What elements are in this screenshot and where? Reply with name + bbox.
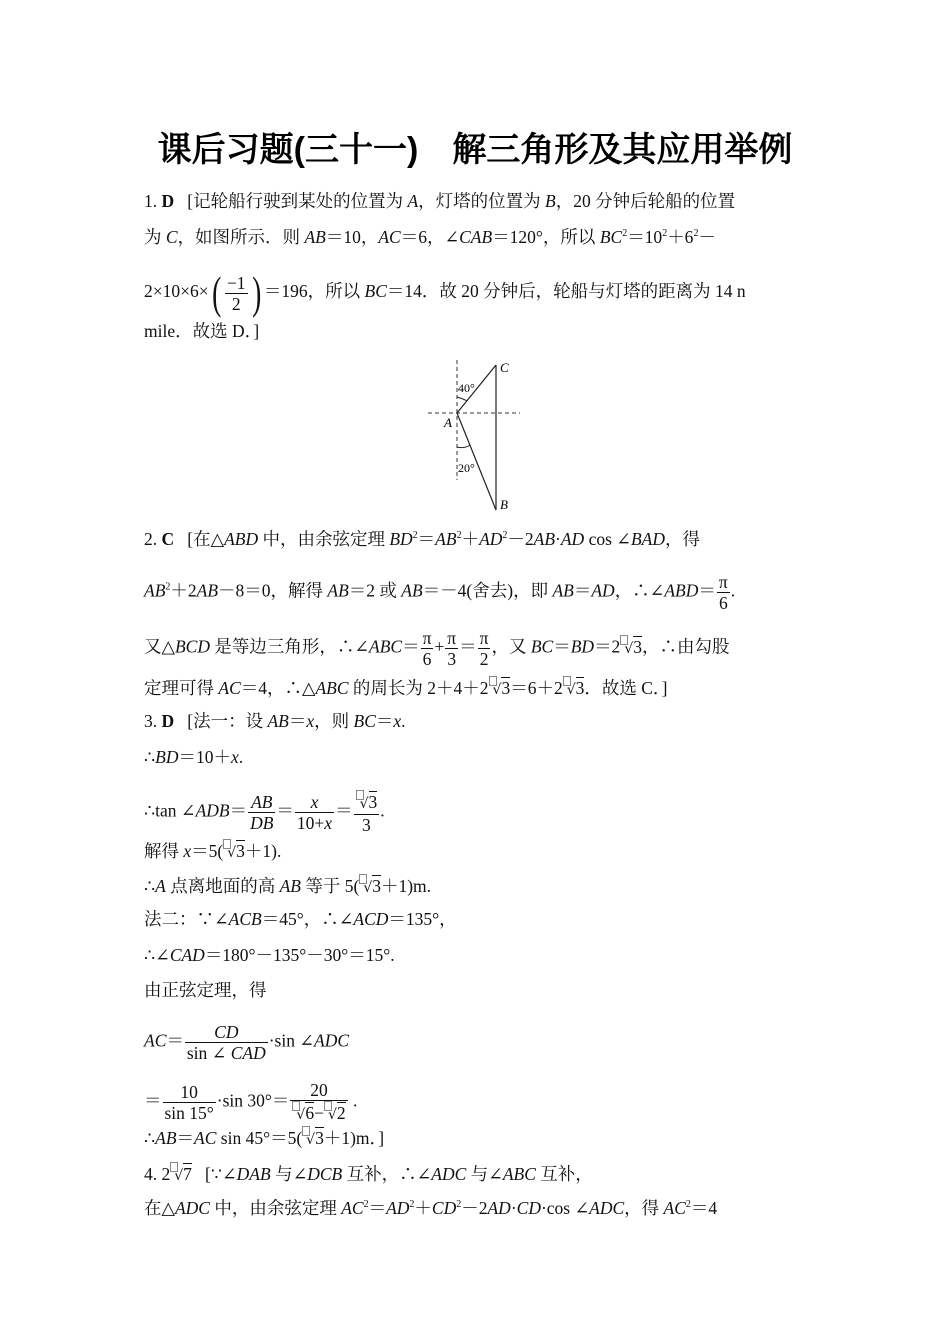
problem-1-line-2: 为 C，如图所示．则 AB＝10，AC＝6，∠CAB＝120°，所以 $BC^2=10^2+6^2-$ — [144, 227, 716, 247]
problem-3-line-10: ＝ $\frac{10}{\sin 15^\circ}$ ·sin 30°＝ $\frac{20}{√6- √2}$ . — [144, 1080, 358, 1123]
problem-3-line-11: ∴AB＝AC sin 45°＝5( √3＋1)m．] — [144, 1128, 385, 1148]
problem-number: 2. — [144, 529, 158, 549]
problem-4-line-1: 4. 2 √7 [∵∠DAB 与∠DCB 互补，∴∠ADC 与∠ABC 互补， — [144, 1164, 593, 1184]
answer-label: C — [161, 529, 175, 549]
problem-number: 3. — [144, 711, 158, 731]
problem-3-line-6: 法二：∵∠ACB＝45°，∴∠ACD＝135°， — [144, 909, 457, 929]
problem-1-line-1: 1. D [记轮船行驶到某处的位置为 A，灯塔的位置为 B，20 分钟后轮船的位置 — [144, 191, 736, 211]
problem-3-line-9: AC＝ $\frac{CD}{\text{sin ∠ CAD}}$ ·sin ∠ADC — [144, 1022, 350, 1063]
problem-2-line-1: 2. C [在△ABD 中，由余弦定理 $BD^2=AB^2+AD^2-2AB\cdot AD$ cos ∠BAD，得 — [144, 529, 700, 549]
angle-40-label: 40° — [458, 381, 475, 395]
problem-1-line-3: 2×10×6×( $\frac{-1}{2}$ ) ＝196，所以 BC＝14．故 20 分钟后，轮船与灯塔的距离为 14 n — [144, 267, 746, 318]
point-a-label: A — [444, 415, 452, 430]
page-title: 课后习题(三十一) 解三角形及其应用举例 — [157, 131, 793, 169]
answer-label: D — [161, 711, 175, 731]
point-c-label: C — [500, 360, 509, 375]
problem-1-line-4: mile．故选 D．] — [144, 321, 260, 341]
problem-number: 4. — [144, 1164, 158, 1184]
answer-label: D — [161, 191, 175, 211]
point-b-label: B — [500, 497, 508, 512]
problem-3-line-8: 由正弦定理，得 — [144, 980, 267, 1000]
problem-2-line-2: $AB^2+2AB-8=0$，解得 AB＝2 或 AB＝－4(舍去)，即 AB＝AD，∴∠ABD＝ $\frac{\pi}{6}$ . — [144, 572, 736, 613]
angle-20-label: 20° — [458, 461, 475, 475]
triangle-diagram — [420, 355, 530, 515]
problem-2-line-3: 又△BCD 是等边三角形，∴∠ABC＝ $\frac{\pi}{6}$ + $\frac{\pi}{3}$ ＝ $\frac{\pi}{2}$ ，又 BC＝BD＝2 √3，∴由勾股 — [144, 628, 730, 669]
problem-3-line-5: ∴A 点离地面的高 AB 等于 5( √3＋1)m. — [144, 876, 432, 896]
problem-2-line-4: 定理可得 AC＝4，∴△ABC 的周长为 2＋4＋2 √3＝6＋2 √3．故选 C．] — [144, 678, 668, 698]
problem-3-line-4: 解得 x＝5( √3＋1). — [144, 841, 282, 861]
problem-3-line-3: ∴tan ∠ADB＝ $\frac{AB}{DB}$ ＝ $\frac{x}{10+x}$ ＝ $\frac{√3}{3}$ . — [144, 792, 385, 835]
problem-4-line-2: 在△ADC 中，由余弦定理 $AC^2=AD^2+CD^2-2AD\cdot CD\cdot\cos$ ∠ADC，得 $AC^2=4$ — [144, 1198, 718, 1218]
problem-3-line-1: 3. D [法一：设 AB＝x，则 BC＝x. — [144, 711, 406, 731]
problem-3-line-7: ∴∠CAD＝180°－135°－30°＝15°. — [144, 945, 395, 965]
problem-3-line-2: ∴BD＝10＋x. — [144, 747, 244, 767]
problem-number: 1. — [144, 191, 158, 211]
